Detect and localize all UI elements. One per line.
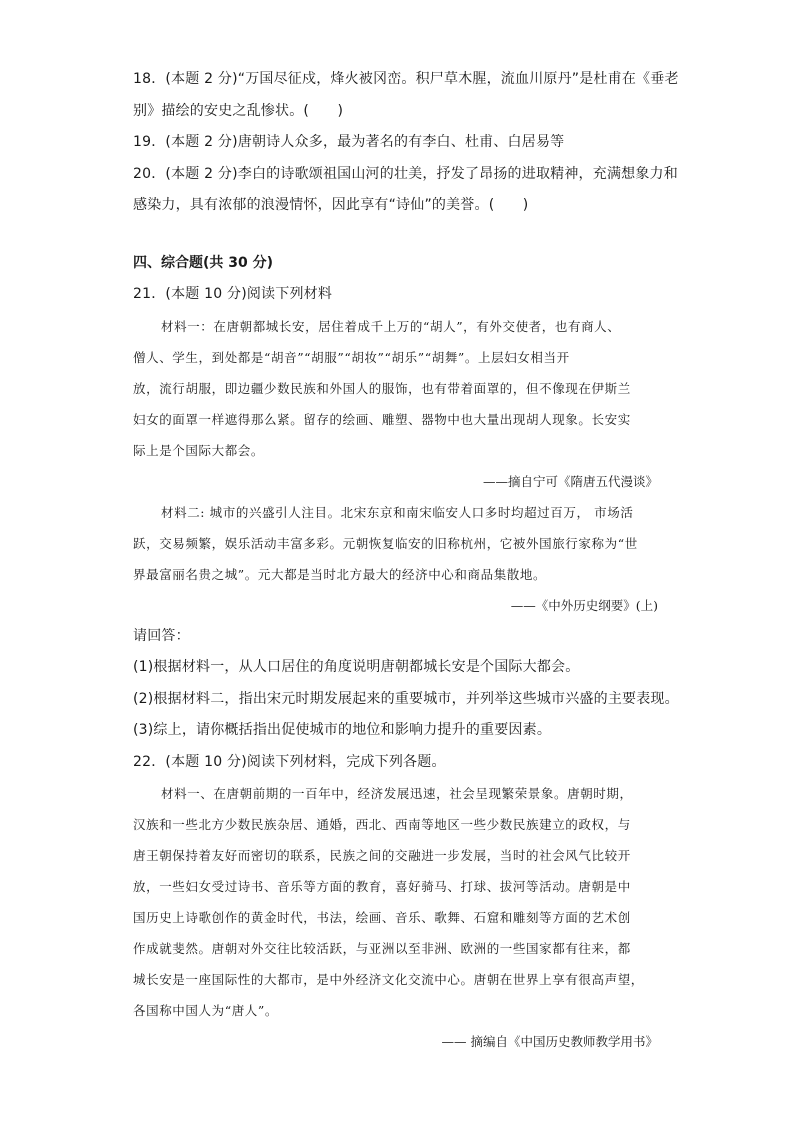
question-22-stem: 22．(本题 10 分)阅读下列材料，完成下列各题。 — [133, 753, 446, 770]
q22-material-1-line: 材料一、在唐朝前期的一百年中，经济发展迅速，社会呈现繁荣景象。唐朝时期， — [161, 786, 633, 801]
q21-material-1-line: 僧人、学生，到处都是“胡音”“胡服”“胡妆”“胡乐”“胡舞”。上层妇女相当开 — [133, 349, 570, 365]
question-20-line-1: 20．(本题 2 分)李白的诗歌颂祖国山河的壮美，抒发了昂扬的进取精神，充满想象力和 — [133, 165, 678, 182]
q21-material-2-line: 材料二: 城市的兴盛引人注目。北宋东京和南宋临安人口多时均超过百万， 市场活 — [161, 504, 634, 520]
q21-source-2: ——《中外历史纲要》(上) — [510, 597, 658, 613]
q21-source-1: ——摘自宁可《隋唐五代漫谈》 — [482, 473, 658, 489]
question-21-stem: 21．(本题 10 分)阅读下列材料 — [133, 286, 333, 302]
q21-material-1-line: 际上是个国际大都会。 — [133, 442, 265, 458]
question-18-line-1: 18．(本题 2 分)“万国尽征戍，烽火被冈峦。积尸草木腥，流血川原丹”是杜甫在《垂老 — [133, 71, 679, 87]
question-20-line-2: 感染力，具有浓郁的浪漫情怀，因此享有“诗仙”的美誉。( ) — [133, 197, 529, 213]
q22-material-1-line: 汉族和一些北方少数民族杂居、通婚，西北、西南等地区一些少数民族建立的政权，与 — [133, 817, 631, 832]
q22-material-1-line: 国历史上诗歌创作的黄金时代，书法，绘画、音乐、歌舞、石窟和雕刻等方面的艺术创 — [133, 910, 631, 925]
q21-prompt: 请回答： — [133, 627, 190, 644]
q21-material-1-line: 放，流行胡服，即边疆少数民族和外国人的服饰，也有带着面罩的，但不像现在伊斯兰 — [133, 380, 631, 396]
q22-material-1-line: 唐王朝保持着友好而密切的联系，民族之间的交融进一步发展，当时的社会风气比较开 — [133, 848, 631, 863]
q21-material-2-line: 跃，交易频繁，娱乐活动丰富多彩。元朝恢复临安的旧称杭州，它被外国旅行家称为“世 — [133, 535, 638, 551]
q21-subquestion-1: (1)根据材料一，从人口居住的角度说明唐朝都城长安是个国际大都会。 — [133, 659, 580, 675]
q22-material-1-line: 作成就斐然。唐朝对外交往比较活跃，与亚洲以至非洲、欧洲的一些国家都有往来，都 — [133, 941, 631, 956]
q22-source-1: —— 摘编自《中国历史教师教学用书》 — [441, 1034, 658, 1049]
q21-subquestion-2: (2)根据材料二，指出宋元时期发展起来的重要城市，并列举这些城市兴盛的主要表现。 — [133, 690, 679, 707]
section-4-title: 四、综合题(共 30 分) — [133, 254, 274, 271]
q22-material-1-line: 城长安是一座国际性的大都市，是中外经济文化交流中心。唐朝在世界上享有很高声望， — [133, 972, 644, 987]
q22-material-1-line: 各国称中国人为“唐人”。 — [133, 1003, 278, 1018]
q21-material-1-line: 材料一：在唐朝都城长安，居住着成千上万的“胡人”，有外交使者，也有商人、 — [161, 318, 621, 334]
exam-page — [133, 64, 679, 1057]
q21-material-2-line: 界最富丽名贵之城”。元大都是当时北方最大的经济中心和商品集散地。 — [133, 566, 547, 582]
q21-material-1-line: 妇女的面罩一样遮得那么紧。留存的绘画、雕塑、器物中也大量出现胡人现象。长安实 — [133, 411, 631, 427]
q22-material-1-line: 放，一些妇女受过诗书、音乐等方面的教育，喜好骑马、打球、拔河等活动。唐朝是中 — [133, 879, 631, 894]
q21-subquestion-3: (3)综上，请你概括指出促使城市的地位和影响力提升的重要因素。 — [133, 722, 552, 738]
question-18-line-2: 别》描绘的安史之乱惨状。( ) — [133, 102, 344, 119]
question-19-line-1: 19．(本题 2 分)唐朝诗人众多，最为著名的有李白、杜甫、白居易等 — [133, 134, 565, 150]
